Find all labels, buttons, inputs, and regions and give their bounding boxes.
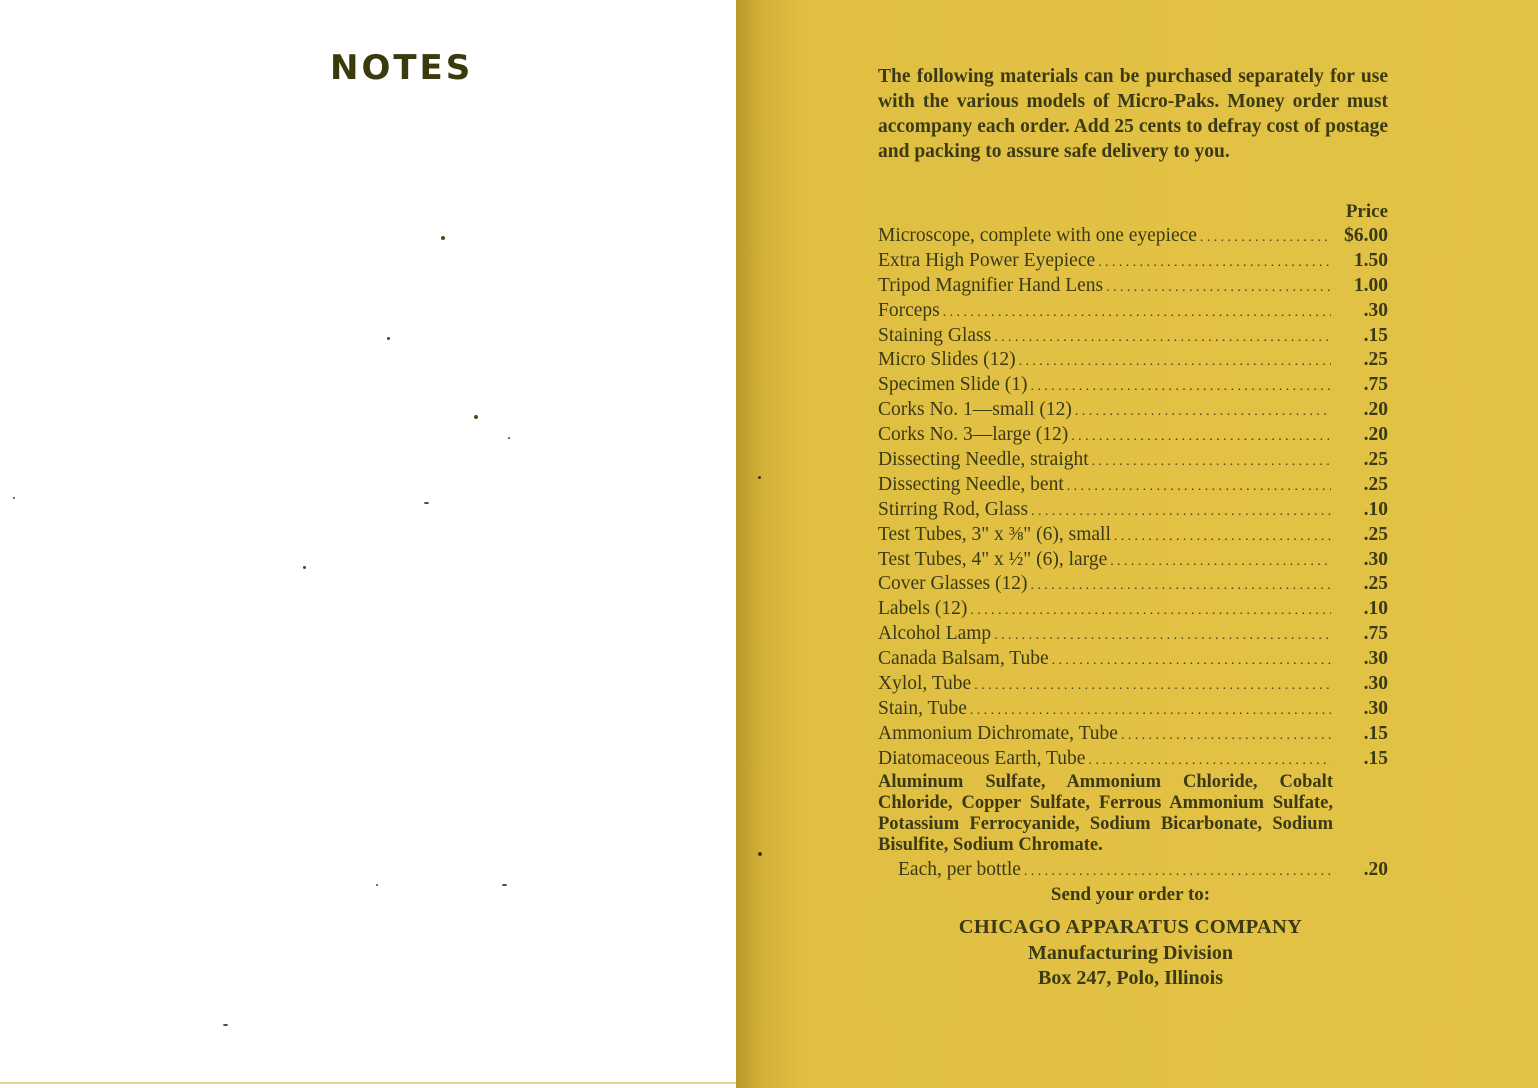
leader-dots	[1106, 276, 1331, 301]
item-price: .15	[1363, 324, 1388, 346]
item-name: Ammonium Dichromate, Tube	[878, 722, 1118, 744]
paper-speck	[13, 497, 15, 499]
item-name: Microscope, complete with one eyepiece	[878, 225, 1197, 246]
item-price: .30	[1363, 673, 1388, 695]
leader-dots	[1067, 475, 1331, 500]
item-price: 1.50	[1353, 249, 1388, 271]
item-name: Micro Slides (12)	[878, 349, 1016, 371]
item-price: .20	[1363, 424, 1388, 446]
item-price: .30	[1363, 548, 1388, 570]
each-price: .20	[1363, 859, 1388, 880]
leader-dots	[1024, 860, 1331, 885]
paper-speck	[758, 476, 761, 479]
company-address-line: Box 247, Polo, Illinois	[1037, 967, 1224, 989]
chemicals-paragraph: Aluminum Sulfate, Ammonium Chloride, Cobalt Chloride, Copper Sulfate, Ferrous Ammonium Sulfate, Potassium Ferrocyanide, Sodium Bicarbonate, Sodium Bisulfite, Sodium Chromate.	[878, 772, 1333, 855]
item-name: Cover Glasses (12)	[878, 573, 1028, 595]
list-item	[878, 498, 1388, 523]
item-name: Alcohol Lamp	[878, 623, 992, 645]
item-price: 1.00	[1353, 274, 1388, 296]
item-name: Labels (12)	[878, 598, 968, 620]
paper-speck	[508, 437, 510, 439]
paper-speck	[441, 236, 445, 240]
company-division: Manufacturing Division	[1027, 941, 1234, 964]
list-item	[878, 324, 1388, 349]
item-name: Dissecting Needle, straight	[878, 449, 1089, 471]
item-name: Forceps	[878, 299, 940, 321]
list-item	[878, 373, 1388, 398]
item-name: Xylol, Tube	[878, 673, 972, 695]
paper-speck	[223, 1024, 228, 1026]
item-name: Staining Glass	[878, 324, 992, 346]
item-price: .10	[1363, 498, 1388, 520]
leader-dots	[1114, 525, 1331, 550]
list-item	[878, 249, 1388, 274]
item-price: .15	[1363, 722, 1388, 744]
item-name: Canada Balsam, Tube	[878, 648, 1049, 670]
notes-title: NOTES	[330, 48, 474, 88]
item-name: Tripod Magnifier Hand Lens	[878, 274, 1104, 296]
item-name: Corks No. 1—small (12)	[878, 399, 1072, 421]
leader-dots	[1030, 574, 1331, 599]
list-item	[878, 597, 1388, 622]
left-page	[0, 0, 736, 1088]
list-item	[878, 473, 1388, 498]
leader-dots	[1030, 375, 1331, 400]
item-price: .25	[1363, 473, 1388, 495]
item-name: Test Tubes, 4" x ½" (6), large	[878, 548, 1108, 570]
item-name: Test Tubes, 3" x ⅜" (6), small	[878, 523, 1111, 545]
list-item	[878, 548, 1388, 573]
list-item	[878, 448, 1388, 473]
leader-dots	[1088, 749, 1331, 774]
page-bottom-edge	[0, 1082, 736, 1084]
leader-dots	[1071, 425, 1331, 450]
item-price: .75	[1363, 623, 1388, 645]
list-item	[878, 299, 1388, 324]
item-price: .20	[1363, 399, 1388, 421]
item-name: Stain, Tube	[878, 697, 967, 719]
list-item	[878, 747, 1388, 772]
leader-dots	[970, 599, 1331, 624]
list-item	[878, 423, 1388, 448]
leader-dots	[970, 699, 1331, 724]
list-item	[878, 622, 1388, 647]
list-item	[878, 398, 1388, 423]
leader-dots	[1098, 251, 1331, 276]
item-price: .25	[1363, 349, 1388, 371]
leader-dots	[1200, 226, 1331, 251]
item-price: .30	[1363, 648, 1388, 670]
paper-speck	[376, 884, 378, 886]
leader-dots	[943, 301, 1331, 326]
leader-dots	[974, 674, 1331, 699]
item-name: Dissecting Needle, bent	[878, 473, 1064, 495]
item-price: .10	[1363, 598, 1388, 620]
item-price: .30	[1363, 299, 1388, 321]
leader-dots	[1092, 450, 1331, 475]
leader-dots	[1019, 350, 1331, 375]
paper-speck	[502, 884, 507, 886]
list-item	[878, 348, 1388, 373]
company-address	[878, 915, 1383, 992]
list-item	[878, 672, 1388, 697]
paper-speck	[303, 566, 306, 569]
paper-speck	[474, 415, 478, 419]
list-item	[878, 224, 1388, 249]
each-label: Each, per bottle	[898, 859, 1021, 880]
each-bottle-row	[878, 858, 1388, 883]
price-list	[878, 224, 1388, 772]
list-item	[878, 697, 1388, 722]
leader-dots	[1052, 649, 1331, 674]
item-price: .30	[1363, 697, 1388, 719]
item-price: $6.00	[1344, 225, 1388, 246]
list-item	[878, 647, 1388, 672]
send-order-line: Send your order to:	[1050, 884, 1211, 905]
item-name: Corks No. 3—large (12)	[878, 424, 1069, 446]
leader-dots	[994, 326, 1331, 351]
item-price: .15	[1363, 747, 1388, 769]
leader-dots	[1075, 400, 1331, 425]
item-name: Stirring Rod, Glass	[878, 498, 1029, 520]
list-item	[878, 274, 1388, 299]
company-name: CHICAGO APPARATUS COMPANY	[958, 916, 1303, 938]
leader-dots	[1031, 500, 1331, 525]
item-price: .25	[1363, 573, 1388, 595]
list-item	[878, 722, 1388, 747]
leader-dots	[1110, 550, 1331, 575]
leader-dots	[994, 624, 1331, 649]
list-item	[878, 572, 1388, 597]
paper-speck	[758, 852, 762, 856]
item-price: .25	[1363, 449, 1388, 471]
list-item	[878, 523, 1388, 548]
leader-dots	[1121, 724, 1331, 749]
item-price: .75	[1363, 374, 1388, 396]
paper-speck	[424, 502, 429, 504]
intro-paragraph: The following materials can be purchased separately for use with the various models of Micro-Paks. Money order must accompany each order. Add 25 cents to defray cost of postage and packing to assure safe delivery to you.	[878, 66, 1388, 162]
price-column-header: Price	[1345, 201, 1388, 222]
item-name: Diatomaceous Earth, Tube	[878, 747, 1086, 769]
item-price: .25	[1363, 523, 1388, 545]
item-name: Specimen Slide (1)	[878, 374, 1028, 396]
item-name: Extra High Power Eyepiece	[878, 249, 1096, 271]
paper-speck	[387, 337, 390, 340]
